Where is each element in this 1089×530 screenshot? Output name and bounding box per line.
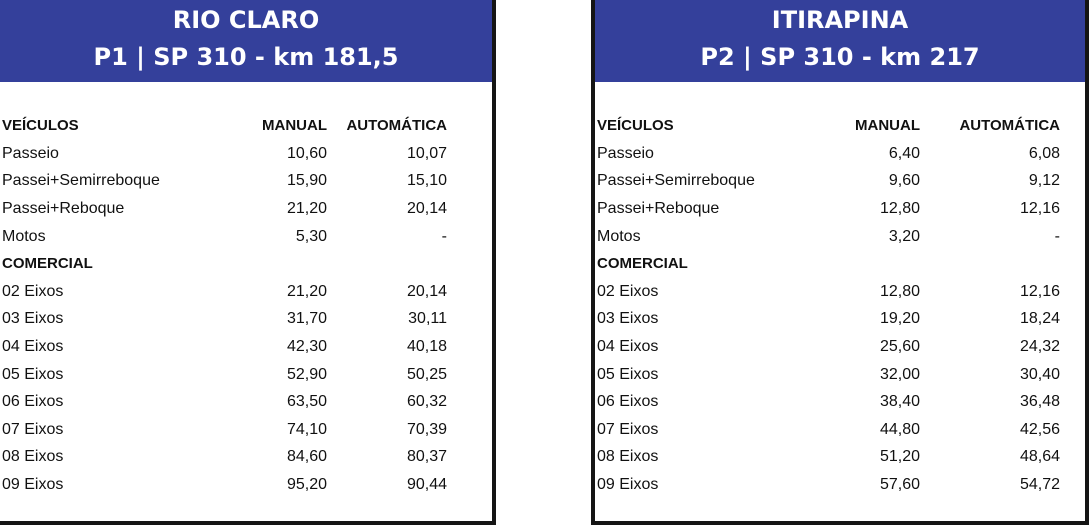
manual-price: 44,80 <box>879 420 920 438</box>
column-header-manual: MANUAL <box>262 117 327 135</box>
vehicle-label: Passei+Reboque <box>597 200 720 218</box>
section-label: COMERCIAL <box>597 255 688 273</box>
automatic-price: 9,12 <box>1028 172 1060 190</box>
manual-price: 42,30 <box>286 338 327 356</box>
table-row <box>2 278 447 306</box>
toll-table <box>597 112 1060 498</box>
table-row <box>2 388 447 416</box>
automatic-price: 30,40 <box>1019 365 1060 383</box>
column-header-vehicles: VEÍCULOS <box>2 117 79 135</box>
manual-price: 12,80 <box>879 282 920 300</box>
table-row <box>597 416 1060 444</box>
automatic-price: 70,39 <box>406 420 447 438</box>
table-row <box>2 416 447 444</box>
table-row <box>597 140 1060 168</box>
column-header-manual: MANUAL <box>855 117 920 135</box>
table-row <box>597 333 1060 361</box>
table-row <box>2 360 447 388</box>
manual-price: 63,50 <box>286 393 327 411</box>
automatic-price: 24,32 <box>1019 338 1060 356</box>
vehicle-label: 04 Eixos <box>597 338 659 356</box>
table-row <box>597 443 1060 471</box>
table-row <box>2 305 447 333</box>
automatic-price: 6,08 <box>1028 144 1060 162</box>
vehicle-label: 08 Eixos <box>597 448 659 466</box>
manual-price: 9,60 <box>888 172 920 190</box>
manual-price: 12,80 <box>879 200 920 218</box>
automatic-price: 90,44 <box>406 476 447 494</box>
automatic-price: 54,72 <box>1019 476 1060 494</box>
panel-subtitle: P1 | SP 310 - km 181,5 <box>93 43 399 71</box>
vehicle-label: 07 Eixos <box>2 420 64 438</box>
table-row <box>2 195 447 223</box>
table-row <box>597 167 1060 195</box>
table-row <box>597 222 1060 250</box>
automatic-price: 40,18 <box>406 338 447 356</box>
vehicle-label: 07 Eixos <box>597 420 659 438</box>
automatic-price <box>920 250 1060 278</box>
panel-header <box>595 0 1085 82</box>
toll-table <box>2 112 447 498</box>
automatic-price: 20,14 <box>406 200 447 218</box>
automatic-price: 10,07 <box>406 144 447 162</box>
manual-price: 19,20 <box>879 310 920 328</box>
vehicle-label: Passei+Reboque <box>2 200 125 218</box>
manual-price <box>202 250 327 278</box>
panel-header <box>0 0 492 82</box>
manual-price: 5,30 <box>295 227 327 245</box>
automatic-price: 18,24 <box>1019 310 1060 328</box>
table-row <box>2 443 447 471</box>
vehicle-label: 05 Eixos <box>597 365 659 383</box>
vehicle-label: Passeio <box>2 144 59 162</box>
vehicle-label: 06 Eixos <box>2 393 64 411</box>
automatic-price: 12,16 <box>1019 200 1060 218</box>
automatic-price: 80,37 <box>406 448 447 466</box>
automatic-price: 15,10 <box>406 172 447 190</box>
panel-subtitle: P2 | SP 310 - km 217 <box>700 43 980 71</box>
automatic-price: - <box>1054 227 1060 245</box>
manual-price: 95,20 <box>286 476 327 494</box>
toll-panel-rio-claro <box>0 0 496 525</box>
table-row <box>597 360 1060 388</box>
manual-price: 57,60 <box>879 476 920 494</box>
vehicle-label: Motos <box>597 227 641 245</box>
table-row <box>597 305 1060 333</box>
vehicle-label: Passei+Semirreboque <box>597 172 755 190</box>
table-row <box>2 222 447 250</box>
manual-price: 10,60 <box>286 144 327 162</box>
table-header-row <box>597 112 1060 140</box>
section-label: COMERCIAL <box>2 255 93 273</box>
automatic-price: 48,64 <box>1019 448 1060 466</box>
vehicle-label: 04 Eixos <box>2 338 64 356</box>
vehicle-label: 03 Eixos <box>597 310 659 328</box>
vehicle-label: 06 Eixos <box>597 393 659 411</box>
vehicle-label: 02 Eixos <box>2 282 64 300</box>
automatic-price: 12,16 <box>1019 282 1060 300</box>
column-header-vehicles: VEÍCULOS <box>597 117 674 135</box>
vehicle-label: 09 Eixos <box>2 476 64 494</box>
table-row <box>597 388 1060 416</box>
vehicle-label: Passei+Semirreboque <box>2 172 160 190</box>
automatic-price: 50,25 <box>406 365 447 383</box>
manual-price: 25,60 <box>879 338 920 356</box>
manual-price: 38,40 <box>879 393 920 411</box>
manual-price: 6,40 <box>888 144 920 162</box>
manual-price: 3,20 <box>888 227 920 245</box>
automatic-price <box>327 250 447 278</box>
manual-price <box>802 250 920 278</box>
manual-price: 52,90 <box>286 365 327 383</box>
automatic-price: 60,32 <box>406 393 447 411</box>
table-row <box>597 471 1060 499</box>
manual-price: 51,20 <box>879 448 920 466</box>
toll-panel-itirapina <box>591 0 1089 525</box>
table-row <box>2 333 447 361</box>
manual-price: 31,70 <box>286 310 327 328</box>
automatic-price: 36,48 <box>1019 393 1060 411</box>
vehicle-label: 02 Eixos <box>597 282 659 300</box>
column-header-automatic: AUTOMÁTICA <box>346 117 447 135</box>
automatic-price: 20,14 <box>406 282 447 300</box>
panel-title: RIO CLARO <box>172 6 320 34</box>
manual-price: 74,10 <box>286 420 327 438</box>
manual-price: 84,60 <box>286 448 327 466</box>
automatic-price: 30,11 <box>408 310 447 328</box>
table-row <box>597 195 1060 223</box>
manual-price: 32,00 <box>879 365 920 383</box>
vehicle-label: 03 Eixos <box>2 310 64 328</box>
table-row <box>2 140 447 168</box>
manual-price: 15,90 <box>286 172 327 190</box>
table-row <box>597 278 1060 306</box>
table-row <box>2 471 447 499</box>
panel-title: ITIRAPINA <box>771 6 909 34</box>
automatic-price: 42,56 <box>1019 420 1060 438</box>
vehicle-label: 05 Eixos <box>2 365 64 383</box>
column-header-automatic: AUTOMÁTICA <box>959 117 1060 135</box>
manual-price: 21,20 <box>286 282 327 300</box>
manual-price: 21,20 <box>286 200 327 218</box>
section-row <box>2 250 447 278</box>
vehicle-label: 09 Eixos <box>597 476 659 494</box>
table-row <box>2 167 447 195</box>
section-row <box>597 250 1060 278</box>
table-header-row <box>2 112 447 140</box>
vehicle-label: 08 Eixos <box>2 448 64 466</box>
automatic-price: - <box>441 227 447 245</box>
vehicle-label: Passeio <box>597 144 654 162</box>
vehicle-label: Motos <box>2 227 46 245</box>
